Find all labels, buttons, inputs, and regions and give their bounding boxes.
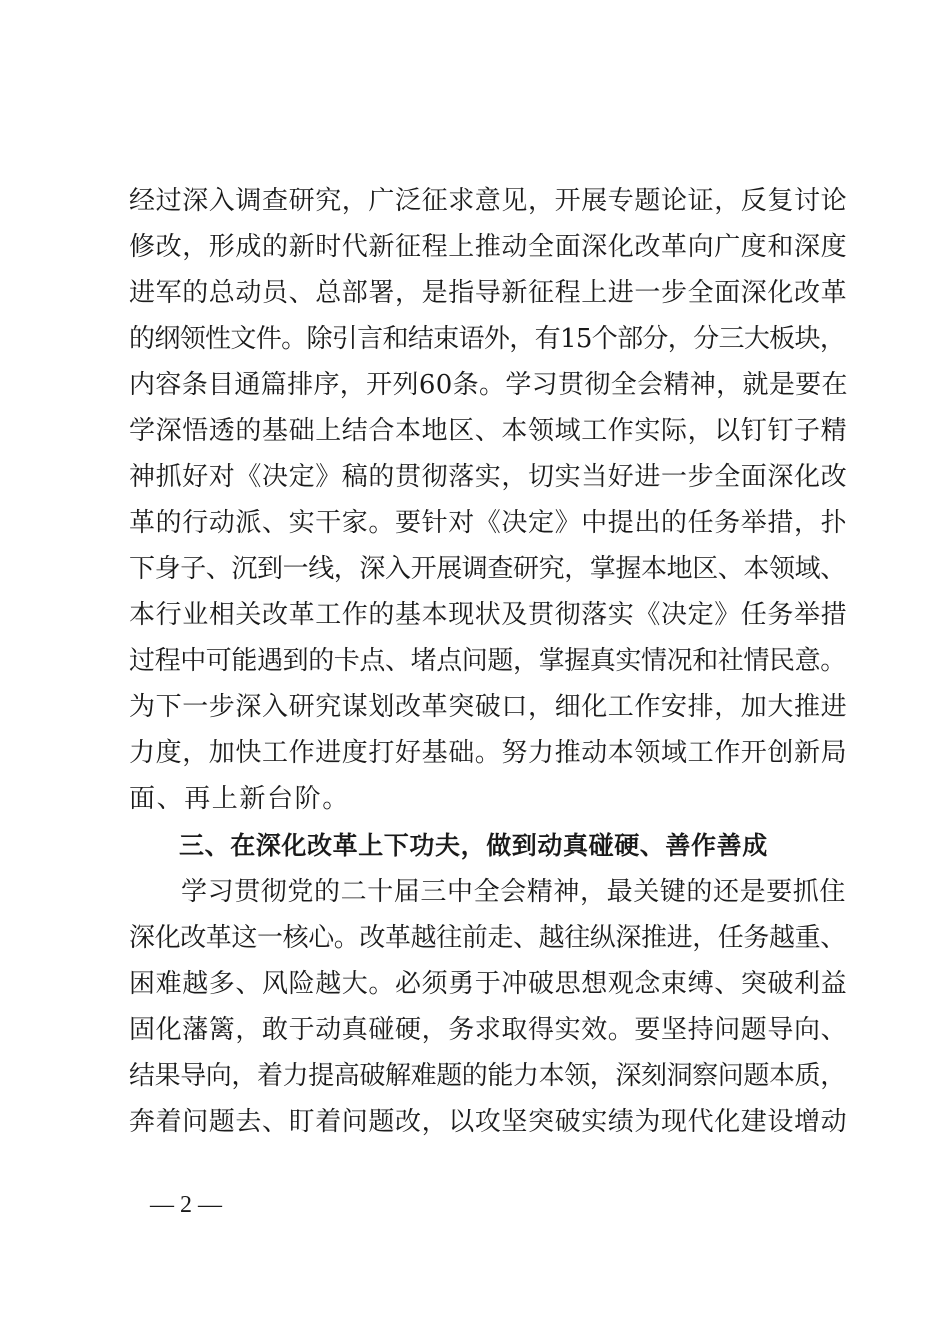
paragraph-line: 深化改革这一核心。改革越往前走、越往纵深推进，任务越重、 xyxy=(129,923,846,953)
section-heading: 三、在深化改革上下功夫，做到动真碰硬、善作善成 xyxy=(179,831,768,860)
page-number: — 2 — xyxy=(150,1192,222,1218)
paragraph-line: 面、再上新台阶。 xyxy=(129,784,350,814)
paragraph-line: 的纲领性文件。除引言和结束语外，有15个部分，分三大板块， xyxy=(129,324,846,354)
paragraph-line: 固化藩篱，敢于动真碰硬，务求取得实效。要坚持问题导向、 xyxy=(129,1015,848,1045)
paragraph-line: 奔着问题去、盯着问题改，以攻坚突破实绩为现代化建设增动 xyxy=(129,1107,848,1137)
paragraph-line: 结果导向，着力提高破解难题的能力本领，深刻洞察问题本质， xyxy=(129,1061,846,1091)
paragraph-line: 革的行动派、实干家。要针对《决定》中提出的任务举措，扑 xyxy=(129,508,848,538)
paragraph-line: 学习贯彻党的二十届三中全会精神，最关键的还是要抓住 xyxy=(181,877,847,907)
paragraph-line: 力度，加快工作进度打好基础。努力推动本领域工作开创新局 xyxy=(129,738,848,768)
paragraph-line: 过程中可能遇到的卡点、堵点问题，掌握真实情况和社情民意。 xyxy=(129,646,846,676)
paragraph-line: 修改，形成的新时代新征程上推动全面深化改革向广度和深度 xyxy=(129,232,848,262)
paragraph-line: 进军的总动员、总部署，是指导新征程上进一步全面深化改革 xyxy=(129,278,848,308)
paragraph-line: 经过深入调查研究，广泛征求意见，开展专题论证，反复讨论 xyxy=(129,186,848,216)
paragraph-line: 为下一步深入研究谋划改革突破口，细化工作安排，加大推进 xyxy=(129,692,848,722)
paragraph-line: 下身子、沉到一线，深入开展调查研究，掌握本地区、本领域、 xyxy=(129,554,846,584)
paragraph-line: 困难越多、风险越大。必须勇于冲破思想观念束缚、突破利益 xyxy=(129,969,848,999)
paragraph-line: 内容条目通篇排序，开列60条。学习贯彻全会精神，就是要在 xyxy=(129,370,848,400)
paragraph-line: 神抓好对《决定》稿的贯彻落实，切实当好进一步全面深化改 xyxy=(129,462,848,492)
paragraph-line: 本行业相关改革工作的基本现状及贯彻落实《决定》任务举措 xyxy=(129,600,848,630)
paragraph-line: 学深悟透的基础上结合本地区、本领域工作实际，以钉钉子精 xyxy=(129,416,848,446)
